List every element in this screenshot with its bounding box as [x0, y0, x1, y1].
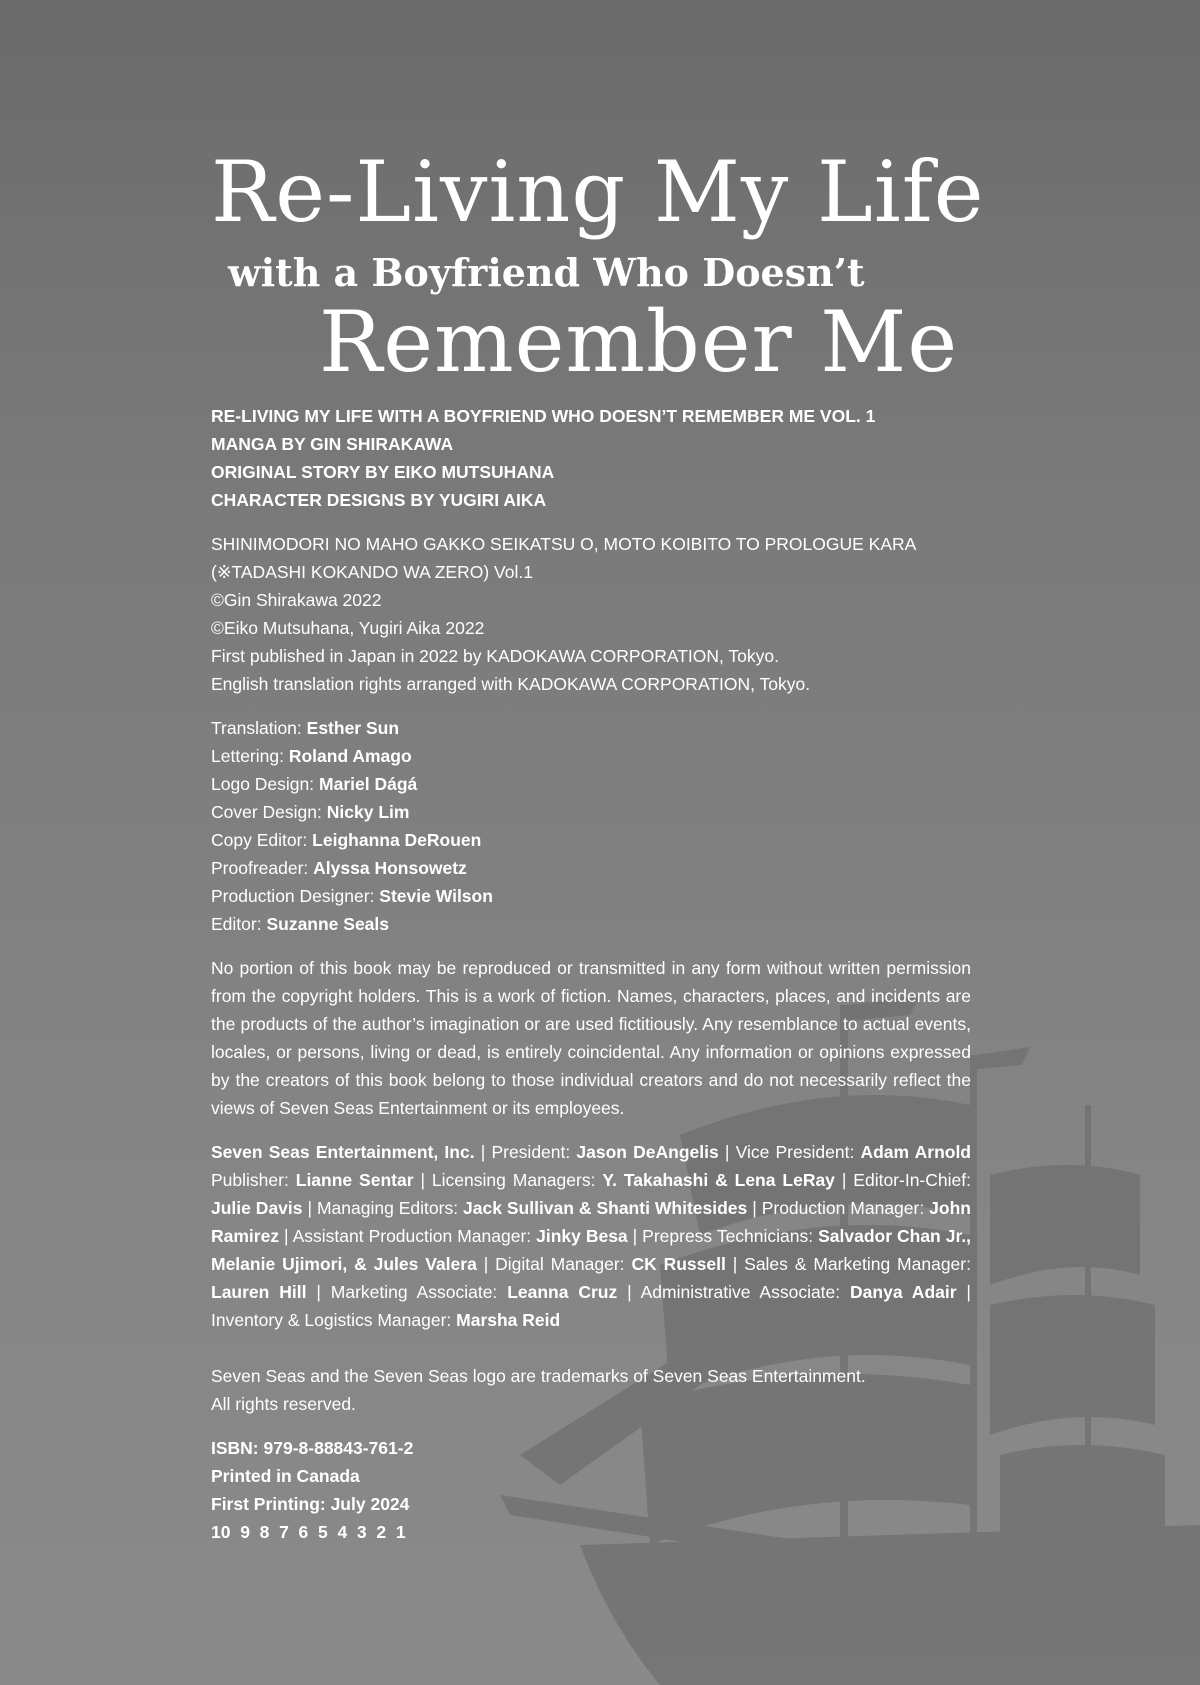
staff-name: Lauren Hill	[211, 1282, 307, 1302]
staff-role: Vice President:	[735, 1142, 855, 1162]
credit-name: Alyssa Honsowetz	[313, 858, 467, 878]
staff-role: Prepress Technicians:	[642, 1226, 814, 1246]
company-name: Seven Seas Entertainment, Inc.	[211, 1142, 475, 1162]
staff-role: Sales & Marketing Manager:	[744, 1254, 971, 1274]
credit-role: Logo Design:	[211, 774, 315, 794]
staff-role: Marketing Associate:	[330, 1282, 498, 1302]
credit-production-designer	[211, 882, 971, 910]
story-credit: ORIGINAL STORY BY EIKO MUTSUHANA	[211, 462, 555, 482]
credit-role: Translation:	[211, 718, 302, 738]
credit-name: Esther Sun	[306, 718, 400, 738]
volume-title: RE-LIVING MY LIFE WITH A BOYFRIEND WHO DOESN’T REMEMBER ME VOL. 1	[211, 406, 876, 426]
staff-name: Y. Takahashi & Lena LeRay	[602, 1170, 835, 1190]
staff-role: Licensing Managers:	[431, 1170, 596, 1190]
logo-title-line-1: Re-Living My Life	[211, 143, 985, 241]
credit-editor	[211, 910, 971, 938]
credit-copy-editor	[211, 826, 971, 854]
staff-name: Adam Arnold	[860, 1142, 971, 1162]
credit-name: Mariel Dágá	[319, 774, 418, 794]
staff-role: President:	[491, 1142, 571, 1162]
staff-role: Digital Manager:	[495, 1254, 625, 1274]
staff-name: Salvador Chan Jr., Melanie Ujimori, & Jules Valera	[211, 1226, 972, 1274]
credit-lettering	[211, 742, 971, 770]
credit-cover-design	[211, 798, 971, 826]
logo-title-line-3: Remember Me	[319, 293, 959, 391]
staff-name: John Ramirez	[211, 1198, 971, 1246]
staff-role: Publisher:	[211, 1170, 289, 1190]
original-title-line: (※TADASHI KOKANDO WA ZERO) Vol.1	[211, 562, 533, 582]
copyright-notice	[211, 530, 971, 698]
credit-role: Cover Design:	[211, 802, 322, 822]
credit-role: Copy Editor:	[211, 830, 308, 850]
isbn: ISBN: 979-8-88843-761-2	[211, 1438, 414, 1458]
credit-role: Production Designer:	[211, 886, 375, 906]
credit-name: Nicky Lim	[326, 802, 410, 822]
title-credits-block	[211, 402, 971, 514]
staff-name: Jack Sullivan & Shanti Whitesides	[463, 1198, 748, 1218]
manga-credit: MANGA BY GIN SHIRAKAWA	[211, 434, 454, 454]
rights-reserved-line: All rights reserved.	[211, 1394, 356, 1414]
trademark-notice	[211, 1362, 971, 1418]
print-info	[211, 1434, 971, 1546]
staff-name: CK Russell	[631, 1254, 726, 1274]
credit-logo-design	[211, 770, 971, 798]
series-logo	[211, 143, 985, 400]
staff-role: Editor-In-Chief:	[853, 1170, 971, 1190]
copyright-page	[211, 143, 985, 1546]
staff-name: Leanna Cruz	[507, 1282, 618, 1302]
staff-name: Lianne Sentar	[295, 1170, 414, 1190]
staff-role: Inventory & Logistics Manager:	[211, 1310, 452, 1330]
credit-role: Proofreader:	[211, 858, 309, 878]
printed-location: Printed in Canada	[211, 1466, 360, 1486]
copyright-line: ©Gin Shirakawa 2022	[211, 590, 382, 610]
publication-line: First published in Japan in 2022 by KADOKAWA CORPORATION, Tokyo.	[211, 646, 780, 666]
publisher-staff: Seven Seas Entertainment, Inc. | President: Jason DeAngelis | Vice President: Adam Arnold Publisher: Lianne Sentar | Licensing Managers: Y. Takahashi & Lena LeRay | Editor-In-Chief: Julie Davis | Managing Editors: Jack Sullivan & Shanti Whitesides | Production Manager: John Ramirez | Assistant Production Manager: Jinky Besa | Prepress Technicians: Salvador Chan Jr., Melanie Ujimori, & Jules Valera | Digital Manager: CK Russell | Sales & Marketing Manager: Lauren Hill | Marketing Associate: Leanna Cruz | Administrative Associate: Danya Adair | Inventory & Logistics Manager: Marsha Reid	[211, 1142, 972, 1330]
staff-name: Marsha Reid	[456, 1310, 561, 1330]
character-design-credit: CHARACTER DESIGNS BY YUGIRI AIKA	[211, 490, 547, 510]
staff-name: Jason DeAngelis	[576, 1142, 719, 1162]
credit-name: Stevie Wilson	[379, 886, 493, 906]
credit-role: Editor:	[211, 914, 262, 934]
staff-credits	[211, 714, 971, 938]
trademark-line: Seven Seas and the Seven Seas logo are trademarks of Seven Seas Entertainment.	[211, 1366, 866, 1386]
copyright-line: ©Eiko Mutsuhana, Yugiri Aika 2022	[211, 618, 485, 638]
rights-line: English translation rights arranged with KADOKAWA CORPORATION, Tokyo.	[211, 674, 811, 694]
printing-number-line: 10 9 8 7 6 5 4 3 2 1	[211, 1522, 406, 1542]
staff-role: Production Manager:	[761, 1198, 925, 1218]
credit-name: Leighanna DeRouen	[312, 830, 482, 850]
staff-name: Jinky Besa	[536, 1226, 628, 1246]
credit-name: Suzanne Seals	[266, 914, 390, 934]
original-title-line: SHINIMODORI NO MAHO GAKKO SEIKATSU O, MOTO KOIBITO TO PROLOGUE KARA	[211, 534, 917, 554]
staff-role: Administrative Associate:	[640, 1282, 841, 1302]
staff-role: Managing Editors:	[316, 1198, 459, 1218]
printing-date: First Printing: July 2024	[211, 1494, 410, 1514]
legal-disclaimer: No portion of this book may be reproduced or transmitted in any form without written permission from the copyright holders. This is a work of fiction. Names, characters, places, and incidents are the products of the author’s imagination or are used fictitiously. Any resemblance to actual events, locales, or persons, living or dead, is entirely coincidental. Any information or opinions expressed by the creators of this book belong to those individual creators and do not necessarily reflect the views of Seven Seas Entertainment or its employees.	[211, 958, 971, 1118]
credit-translation	[211, 714, 971, 742]
staff-role: Assistant Production Manager:	[292, 1226, 532, 1246]
credit-proofreader	[211, 854, 971, 882]
staff-name: Danya Adair	[850, 1282, 957, 1302]
staff-name: Julie Davis	[211, 1198, 303, 1218]
credit-role: Lettering:	[211, 746, 284, 766]
credit-name: Roland Amago	[288, 746, 412, 766]
logo-title-line-2: with a Boyfriend Who Doesn’t	[228, 250, 865, 295]
